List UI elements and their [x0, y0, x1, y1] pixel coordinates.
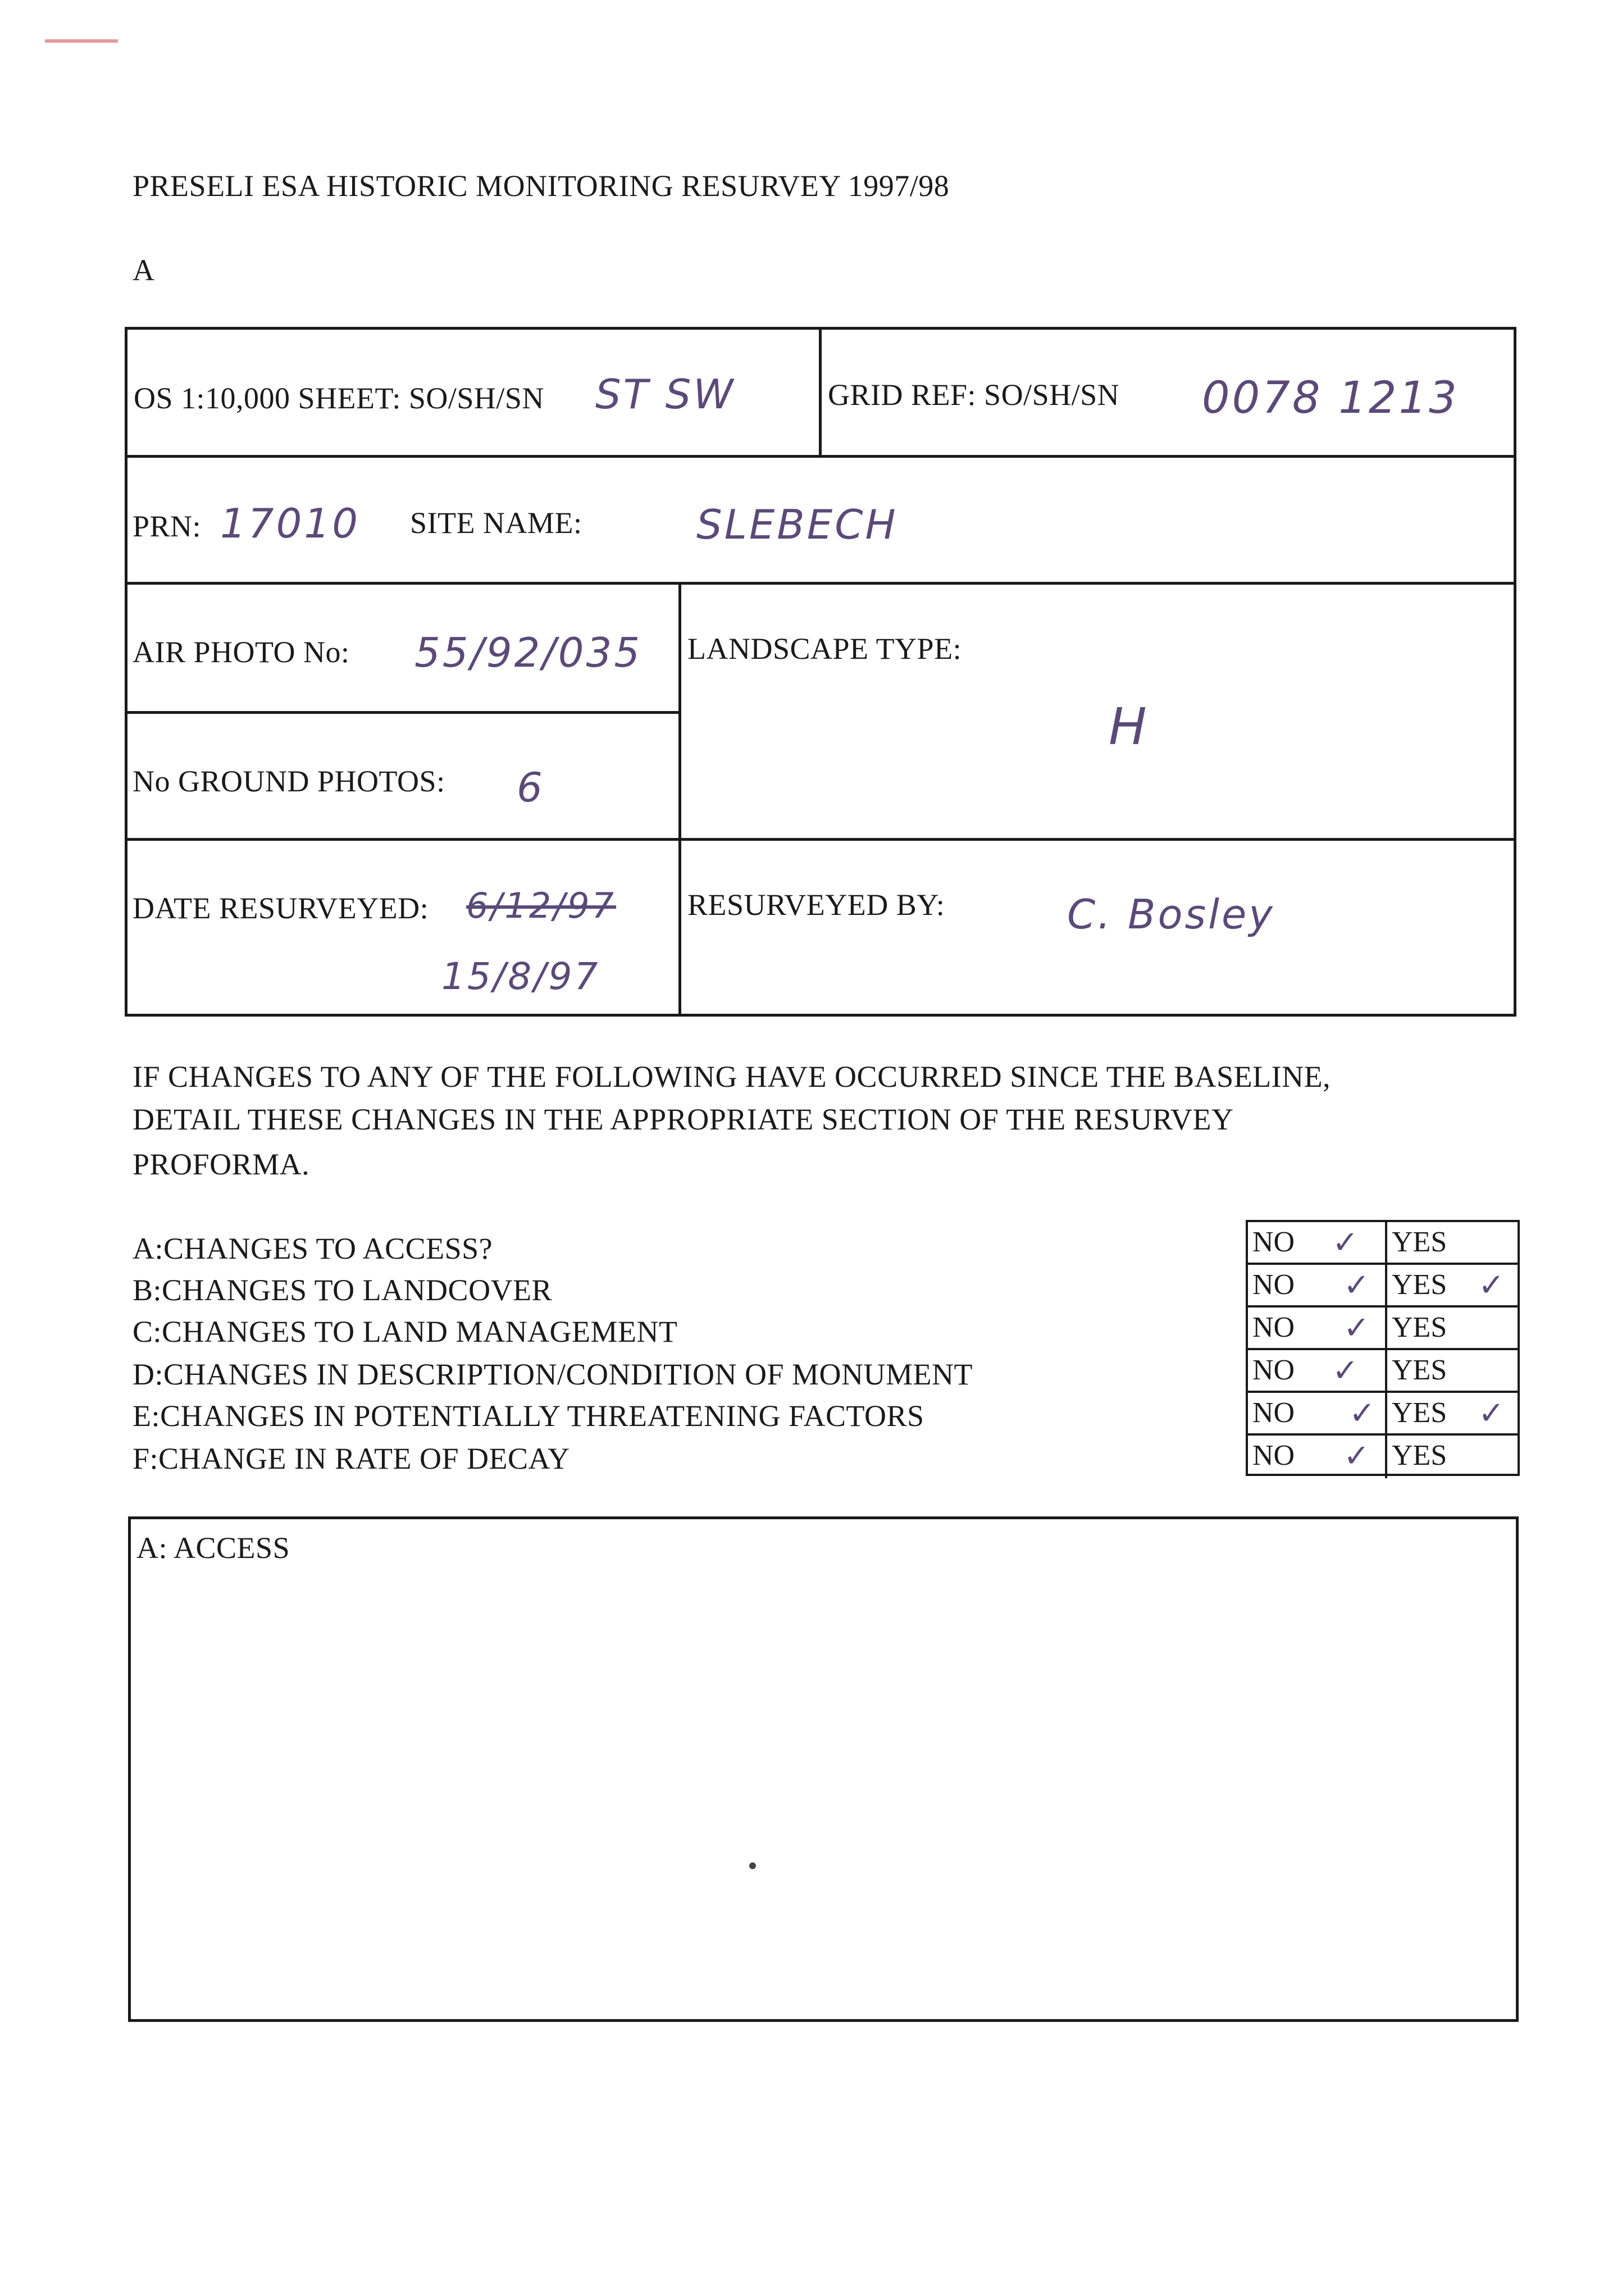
- yes-no-row: [1248, 1308, 1518, 1350]
- no-tick-mark: ✓: [1349, 1395, 1375, 1432]
- section-letter: A: [133, 253, 155, 287]
- no-tick-mark: ✓: [1332, 1224, 1359, 1261]
- no-option[interactable]: NO: [1252, 1226, 1295, 1258]
- instructions-line-2: DETAIL THESE CHANGES IN THE APPROPRIATE SECTION OF THE RESURVEY: [133, 1103, 1234, 1136]
- checklist-item-decay: F:CHANGE IN RATE OF DECAY: [133, 1442, 570, 1475]
- form-title: PRESELI ESA HISTORIC MONITORING RESURVEY 1997/98: [133, 169, 950, 203]
- landscape-type-value[interactable]: H: [1109, 698, 1149, 757]
- no-tick-mark: ✓: [1332, 1352, 1359, 1389]
- os-sheet-label: OS 1:10,000 SHEET: SO/SH/SN: [134, 381, 544, 415]
- grid-ref-value[interactable]: 0078 1213: [1202, 373, 1459, 423]
- no-option[interactable]: NO: [1252, 1354, 1295, 1386]
- yes-option[interactable]: YES: [1392, 1226, 1447, 1258]
- no-option[interactable]: NO: [1252, 1439, 1295, 1472]
- yes-no-row: [1248, 1350, 1518, 1393]
- instructions-line-3: PROFORMA.: [133, 1147, 310, 1181]
- yes-tick-mark: ✓: [1478, 1267, 1505, 1304]
- yes-no-row: [1248, 1222, 1518, 1265]
- yes-no-row: [1248, 1436, 1518, 1478]
- access-section-heading: A: ACCESS: [136, 1531, 290, 1565]
- os-sheet-value[interactable]: ST SW: [595, 371, 736, 418]
- site-name-value[interactable]: SLEBECH: [696, 501, 898, 548]
- ground-photos-label: No GROUND PHOTOS:: [133, 764, 445, 798]
- yes-option[interactable]: YES: [1392, 1354, 1447, 1386]
- landscape-type-label: LANDSCAPE TYPE:: [687, 632, 962, 666]
- checklist-item-monument: D:CHANGES IN DESCRIPTION/CONDITION OF MONUMENT: [133, 1357, 973, 1391]
- checklist-item-landcover: B:CHANGES TO LANDCOVER: [133, 1273, 553, 1307]
- yes-no-row: [1248, 1393, 1518, 1436]
- prn-value[interactable]: 17010: [220, 500, 361, 547]
- checklist-item-threatening-factors: E:CHANGES IN POTENTIALLY THREATENING FACTORS: [133, 1399, 924, 1433]
- yes-option[interactable]: YES: [1392, 1269, 1447, 1301]
- resurveyed-by-label: RESURVEYED BY:: [687, 888, 945, 922]
- checklist-item-access: A:CHANGES TO ACCESS?: [133, 1232, 493, 1265]
- access-section-box[interactable]: [128, 1516, 1519, 2022]
- scan-mark: [45, 39, 118, 43]
- yes-option[interactable]: YES: [1392, 1397, 1447, 1429]
- yes-option[interactable]: YES: [1392, 1439, 1447, 1472]
- instructions-line-1: IF CHANGES TO ANY OF THE FOLLOWING HAVE OCCURRED SINCE THE BASELINE,: [133, 1060, 1331, 1094]
- no-tick-mark: ✓: [1343, 1310, 1370, 1346]
- air-photo-value[interactable]: 55/92/035: [414, 629, 643, 676]
- scan-speck: [749, 1862, 756, 1869]
- date-struck-value: 6/12/97: [466, 885, 617, 926]
- grid-ref-label: GRID REF: SO/SH/SN: [828, 378, 1120, 412]
- yes-tick-mark: ✓: [1478, 1395, 1505, 1432]
- no-option[interactable]: NO: [1252, 1269, 1295, 1301]
- yes-no-grid: [1246, 1220, 1520, 1476]
- yes-no-row: [1248, 1265, 1518, 1308]
- air-photo-label: AIR PHOTO No:: [133, 635, 350, 669]
- no-option[interactable]: NO: [1252, 1311, 1295, 1343]
- ground-photos-value[interactable]: 6: [517, 764, 545, 811]
- no-option[interactable]: NO: [1252, 1397, 1295, 1429]
- no-tick-mark: ✓: [1343, 1267, 1370, 1304]
- site-name-label: SITE NAME:: [410, 506, 582, 540]
- date-resurveyed-value[interactable]: 15/8/97: [441, 955, 600, 998]
- no-tick-mark: ✓: [1343, 1438, 1370, 1474]
- checklist-item-land-management: C:CHANGES TO LAND MANAGEMENT: [133, 1315, 678, 1349]
- yes-option[interactable]: YES: [1392, 1311, 1447, 1343]
- prn-label: PRN:: [133, 509, 202, 543]
- resurveyed-by-value[interactable]: C. Bosley: [1067, 891, 1275, 938]
- date-resurveyed-label: DATE RESURVEYED:: [133, 891, 429, 925]
